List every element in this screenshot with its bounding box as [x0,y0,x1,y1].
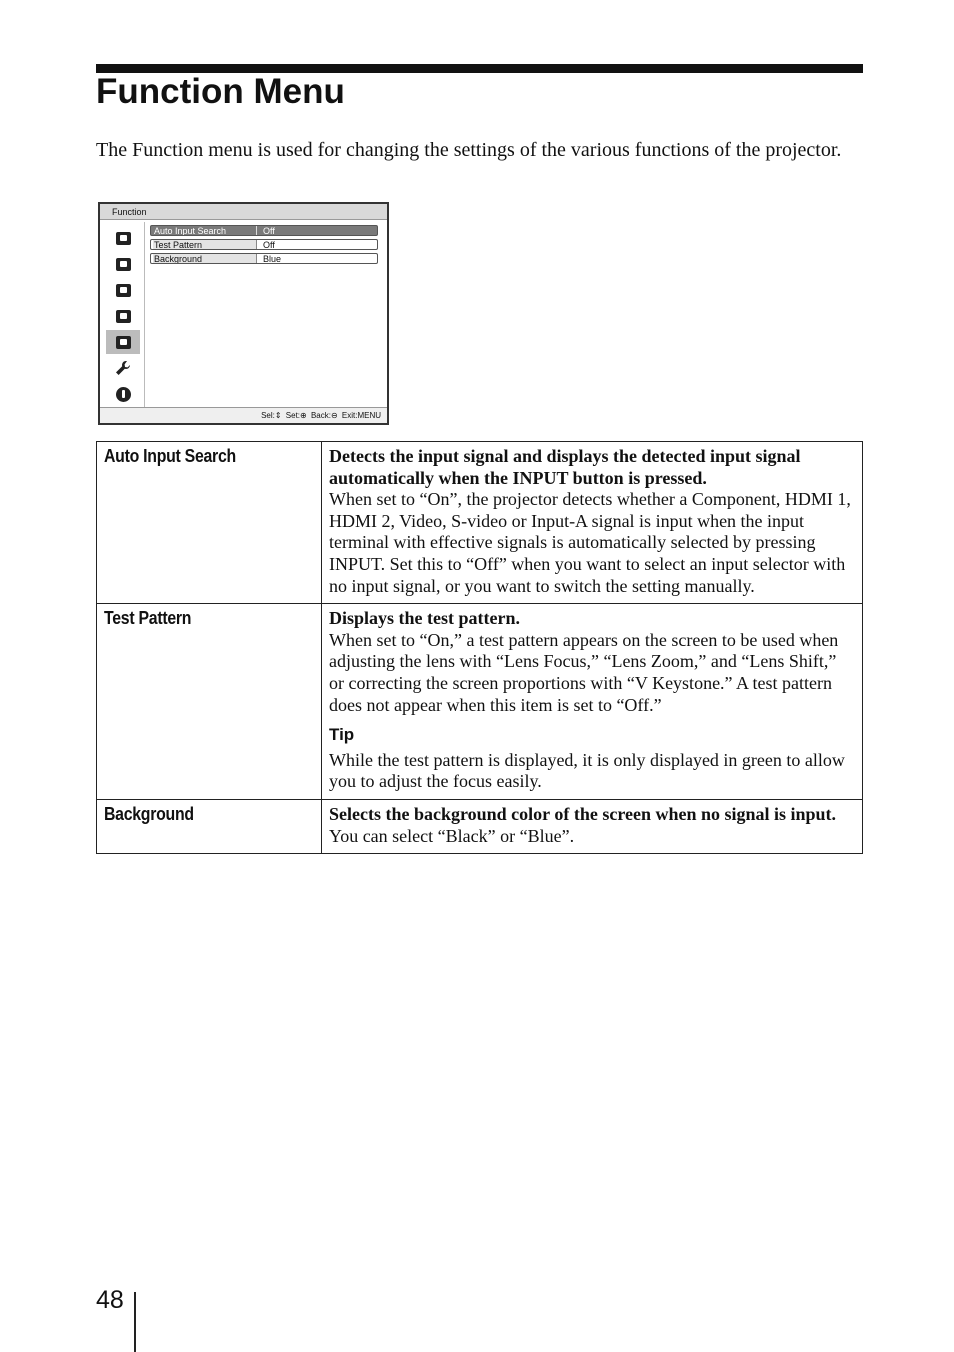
menu-row-auto-input-search[interactable] [150,225,378,236]
menu-row-background[interactable] [150,253,378,264]
function-table [96,441,863,854]
page-title: Function Menu [96,72,345,111]
term-cell: Background [97,799,322,853]
description-lead: Detects the input signal and displays the detected input signal automatically when the INPUT button is pressed. [329,446,801,488]
description-lead: Selects the background color of the screen when no signal is input. [329,803,837,824]
installation-icon[interactable] [106,356,140,380]
description-cell [322,799,863,853]
menu-row-value: Off [263,226,275,236]
function-icon[interactable] [106,330,140,354]
setup-icon[interactable] [106,304,140,328]
menu-row-label: Test Pattern [153,240,257,249]
table-row [97,442,863,604]
picture-icon[interactable] [106,226,140,250]
menu-row-test-pattern[interactable] [150,239,378,250]
information-icon[interactable] [106,382,140,406]
tip-heading: Tip [329,725,355,745]
page-number: 48 [96,1286,124,1314]
description-lead: Displays the test pattern. [329,608,520,629]
menu-row-value: Off [263,240,275,250]
tip-body: While the test pattern is displayed, it is only displayed in green to allow you to adjust the focus easily. [329,749,845,792]
table-row [97,604,863,800]
menu-footer-hints: Sel:⇕ Set:⊕ Back:⊖ Exit:MENU [100,407,387,423]
intro-paragraph: The Function menu is used for changing the settings of the various functions of the projector. [96,139,842,161]
menu-row-label: Background [153,254,257,263]
menu-row-value: Blue [263,254,282,264]
screen-icon[interactable] [106,278,140,302]
menu-row-label: Auto Input Search [153,226,257,235]
menu-sidebar [102,222,145,408]
description-body: When set to “On”, the projector detects whether a Component, HDMI 1, HDMI 2, Video, S-video or Input-A signal is input when the input terminal with effective signals is automatically selected by pressing INPUT. Set this to “Off” when you want to select an input selector with no input signal, or you want to switch the setting manually. [329,489,851,596]
function-menu-screenshot [98,202,389,425]
term-cell: Auto Input Search [97,442,322,604]
menu-title: Function [100,204,387,220]
description-cell [322,604,863,800]
description-body: When set to “On,” a test pattern appears on the screen to be used when adjusting the lens with “Lens Focus,” “Lens Zoom,” and “Lens Shift,” or correcting the screen proportions with “V Keystone.” A test pattern does not appear when this item is set to “Off.” [329,629,839,715]
description-body: You can select “Black” or “Blue”. [329,825,575,846]
page-number-rule [134,1292,136,1352]
term-cell: Test Pattern [97,604,322,800]
description-cell [322,442,863,604]
table-row [97,799,863,853]
advanced-picture-icon[interactable] [106,252,140,276]
